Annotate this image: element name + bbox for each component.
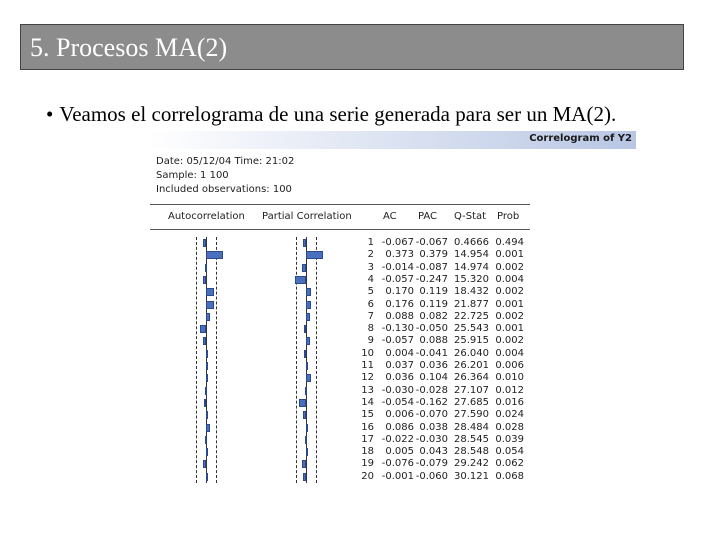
lag-cell: 14 [361, 396, 374, 408]
ac-value-cell: -0.022 [381, 433, 414, 445]
bullet-dot-icon: • [46, 102, 54, 126]
prob-cell: 0.054 [495, 446, 524, 458]
lag-cell: 16 [361, 421, 374, 433]
ac-bar [206, 350, 208, 358]
lag-cell: 9 [367, 335, 374, 347]
pac-value-cell: -0.087 [415, 261, 448, 273]
lag-cell: 10 [361, 347, 374, 359]
pac-bar [302, 460, 306, 468]
lag-cell: 17 [361, 433, 374, 445]
qstat-cell: 27.685 [454, 396, 489, 408]
prob-cell: 0.062 [495, 458, 524, 470]
zero-axis-line [206, 237, 208, 483]
pac-bar [306, 424, 308, 432]
pac-value-cell: -0.041 [415, 347, 448, 359]
ac-value-cell: 0.005 [385, 446, 414, 458]
pac-bar [306, 362, 308, 370]
lag-cell: 11 [361, 360, 374, 371]
prob-cell: 0.028 [495, 421, 524, 433]
qstat-cell: 15.320 [454, 273, 489, 285]
slide-title-bar [20, 24, 684, 70]
pac-bar [306, 374, 311, 382]
pac-value-cell: -0.060 [415, 470, 448, 482]
lag-cell: 5 [367, 286, 374, 298]
confidence-band-line [316, 237, 318, 483]
pac-value-cell: -0.070 [415, 409, 448, 421]
pac-value-cell: 0.119 [419, 298, 448, 310]
pac-bar [299, 399, 306, 407]
ac-bar [206, 362, 208, 370]
pac-bar [303, 239, 306, 247]
prob-cell: 0.039 [495, 433, 524, 445]
ac-bar [206, 448, 208, 456]
lag-cell: 2 [367, 249, 374, 261]
prob-cell: 0.494 [495, 237, 524, 248]
prob-cell: 0.002 [495, 286, 524, 298]
correlogram-title: Correlogram of Y2 [529, 133, 632, 144]
qstat-cell: 0.4666 [454, 237, 489, 248]
pac-bar [306, 337, 310, 345]
lag-cell: 7 [367, 310, 374, 322]
confidence-band-line [296, 237, 298, 483]
correlogram-panel [150, 131, 636, 511]
qstat-cell: 28.545 [454, 433, 489, 445]
qstat-cell: 21.877 [454, 298, 489, 310]
ac-bar [206, 374, 208, 382]
col-header-autocorrelation: Autocorrelation [168, 211, 245, 222]
ac-value-cell: 0.088 [385, 310, 414, 322]
ac-bar [206, 411, 208, 419]
prob-cell: 0.004 [495, 273, 524, 285]
pac-bar [304, 325, 306, 333]
pac-bar [305, 387, 307, 395]
prob-cell: 0.010 [495, 372, 524, 384]
col-header-partial-correlation: Partial Correlation [262, 211, 352, 222]
ac-value-cell: 0.086 [385, 421, 414, 433]
ac-bar [206, 473, 208, 481]
ac-value-cell: -0.067 [381, 237, 414, 248]
ac-bar [206, 288, 214, 296]
bullet-text: Veamos el correlograma de una serie generada para ser un MA(2). [59, 102, 617, 126]
pac-value-cell: -0.030 [415, 433, 448, 445]
pac-value-cell: 0.088 [419, 335, 448, 347]
pac-value-cell: -0.247 [415, 273, 448, 285]
sample-line: Sample: 1 100 [156, 170, 229, 181]
prob-cell: 0.001 [495, 323, 524, 335]
pac-value-cell: 0.038 [419, 421, 448, 433]
col-header-ac: AC [383, 211, 397, 222]
ac-value-cell: -0.076 [381, 458, 414, 470]
ac-bar [205, 436, 207, 444]
pac-value-cell: 0.036 [419, 360, 448, 371]
pac-value-cell: -0.079 [415, 458, 448, 470]
ac-value-cell: 0.170 [385, 286, 414, 298]
observations-line: Included observations: 100 [156, 184, 292, 195]
pac-value-cell: -0.050 [415, 323, 448, 335]
ac-bar [205, 264, 207, 272]
ac-value-cell: -0.014 [381, 261, 414, 273]
lag-cell: 8 [367, 323, 374, 335]
lag-cell: 6 [367, 298, 374, 310]
ac-value-cell: 0.004 [385, 347, 414, 359]
prob-cell: 0.004 [495, 347, 524, 359]
col-header-prob: Prob [497, 211, 520, 222]
pac-bar [303, 411, 306, 419]
ac-bar [206, 251, 223, 259]
pac-value-cell: 0.043 [419, 446, 448, 458]
ac-value-cell: -0.001 [381, 470, 414, 482]
qstat-cell: 30.121 [454, 470, 489, 482]
qstat-cell: 25.543 [454, 323, 489, 335]
pac-value-cell: -0.162 [415, 396, 448, 408]
pac-bar [302, 264, 306, 272]
prob-cell: 0.002 [495, 310, 524, 322]
lag-cell: 12 [361, 372, 374, 384]
qstat-cell: 26.364 [454, 372, 489, 384]
prob-cell: 0.001 [495, 298, 524, 310]
lag-cell: 1 [367, 237, 374, 248]
qstat-cell: 27.590 [454, 409, 489, 421]
pac-value-cell: 0.379 [419, 249, 448, 261]
ac-value-cell: 0.036 [385, 372, 414, 384]
lag-cell: 15 [361, 409, 374, 421]
ac-bar [206, 313, 210, 321]
qstat-cell: 22.725 [454, 310, 489, 322]
prob-cell: 0.016 [495, 396, 524, 408]
ac-bar [203, 337, 206, 345]
ac-bar [200, 325, 206, 333]
pac-bar [306, 301, 311, 309]
col-header-pac: PAC [418, 211, 438, 222]
qstat-cell: 14.954 [454, 249, 489, 261]
lag-cell: 18 [361, 446, 374, 458]
ac-value-cell: -0.130 [381, 323, 414, 335]
qstat-cell: 26.201 [454, 360, 489, 371]
confidence-band-line [196, 237, 198, 483]
lag-cell: 3 [367, 261, 374, 273]
qstat-cell: 29.242 [454, 458, 489, 470]
ac-value-cell: 0.006 [385, 409, 414, 421]
ac-value-cell: 0.176 [385, 298, 414, 310]
ac-bar [203, 460, 206, 468]
col-header-qstat: Q-Stat [454, 211, 487, 222]
qstat-cell: 26.040 [454, 347, 489, 359]
lag-cell: 20 [361, 470, 374, 482]
pac-bar [306, 288, 311, 296]
ac-bar [203, 239, 206, 247]
pac-value-cell: -0.067 [415, 237, 448, 248]
ac-value-cell: -0.030 [381, 384, 414, 396]
prob-cell: 0.006 [495, 360, 524, 371]
ac-bar [205, 387, 207, 395]
lag-cell: 13 [361, 384, 374, 396]
correlogram-titlebar [150, 131, 636, 149]
pac-bar [306, 448, 308, 456]
ac-bar [204, 399, 206, 407]
prob-cell: 0.024 [495, 409, 524, 421]
ac-value-cell: -0.054 [381, 396, 414, 408]
ac-value-cell: -0.057 [381, 335, 414, 347]
header-divider-top [150, 204, 530, 205]
qstat-cell: 14.974 [454, 261, 489, 273]
pac-bar [304, 350, 306, 358]
pac-value-cell: 0.104 [419, 372, 448, 384]
prob-cell: 0.002 [495, 261, 524, 273]
pac-bar [306, 251, 323, 259]
qstat-cell: 18.432 [454, 286, 489, 298]
pac-bar [305, 436, 307, 444]
slide-title: 5. Procesos MA(2) [30, 33, 228, 62]
bullet-item [46, 102, 616, 127]
qstat-cell: 28.484 [454, 421, 489, 433]
pac-bar [303, 473, 306, 481]
lag-cell: 4 [367, 273, 374, 285]
pac-bar [306, 313, 310, 321]
pac-bar [295, 276, 306, 284]
pac-value-cell: 0.119 [419, 286, 448, 298]
prob-cell: 0.012 [495, 384, 524, 396]
lag-cell: 19 [361, 458, 374, 470]
prob-cell: 0.002 [495, 335, 524, 347]
header-divider-bottom [150, 229, 530, 230]
ac-value-cell: 0.037 [385, 360, 414, 371]
zero-axis-line [306, 237, 308, 483]
ac-value-cell: -0.057 [381, 273, 414, 285]
qstat-cell: 25.915 [454, 335, 489, 347]
ac-value-cell: 0.373 [385, 249, 414, 261]
pac-value-cell: -0.028 [415, 384, 448, 396]
ac-bar [206, 301, 214, 309]
pac-value-cell: 0.082 [419, 310, 448, 322]
ac-bar [206, 424, 210, 432]
confidence-band-line [216, 237, 218, 483]
qstat-cell: 27.107 [454, 384, 489, 396]
date-line: Date: 05/12/04 Time: 21:02 [156, 156, 295, 167]
prob-cell: 0.068 [495, 470, 524, 482]
prob-cell: 0.001 [495, 249, 524, 261]
qstat-cell: 28.548 [454, 446, 489, 458]
ac-bar [203, 276, 206, 284]
